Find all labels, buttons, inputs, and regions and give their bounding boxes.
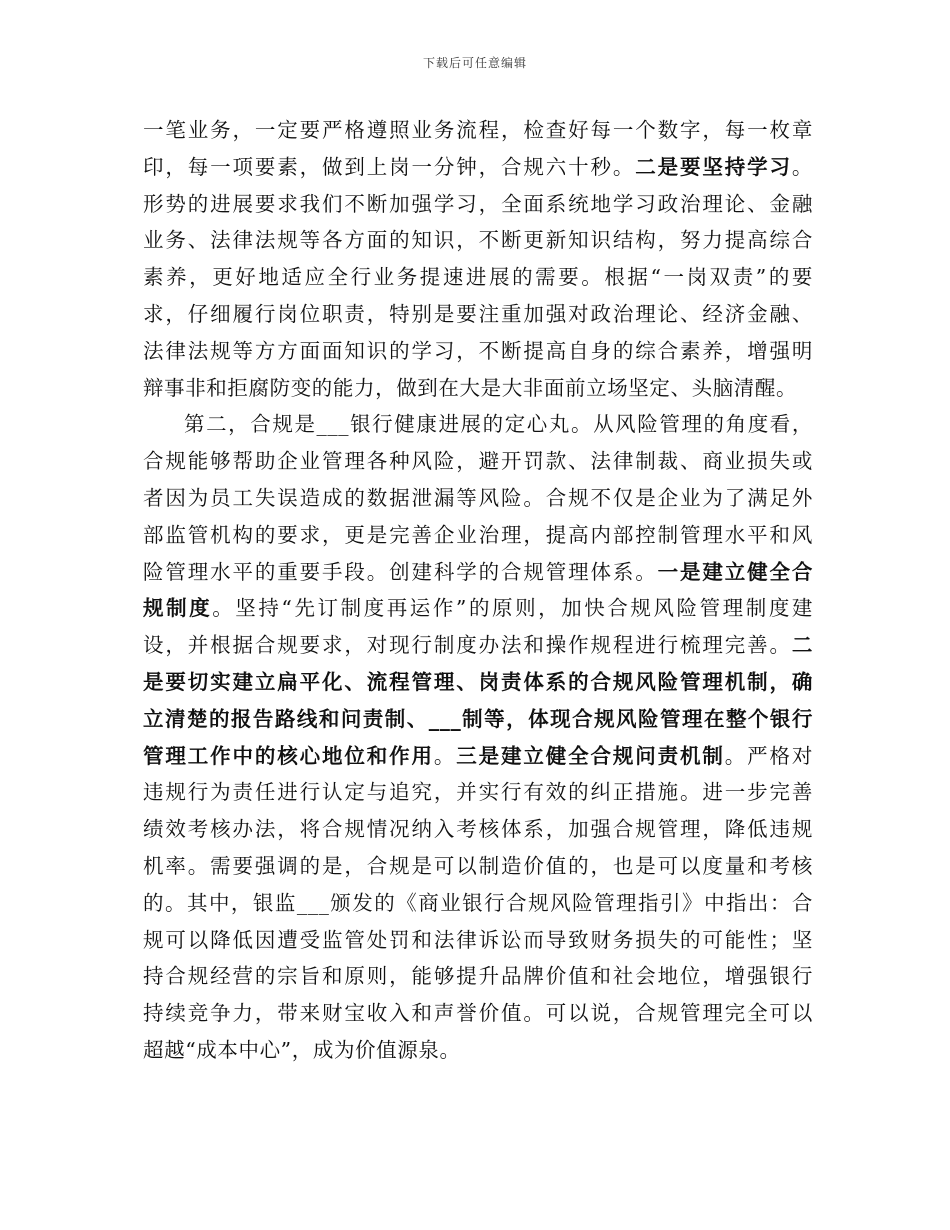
text-segment: 一笔业务，一定要严格遵照业务流程，检查好每一个数字，每一枚章 bbox=[143, 118, 813, 142]
text-segment: 设，并根据合规要求，对现行制度办法和操作规程进行梳理完善。 bbox=[143, 633, 792, 658]
text-line bbox=[143, 738, 813, 775]
text-segment: 印，每一项要素，做到上岗一分钟，合规六十秒。 bbox=[143, 154, 636, 179]
text-line bbox=[143, 701, 813, 738]
text-line bbox=[143, 370, 813, 407]
text-line bbox=[143, 296, 813, 333]
text-line bbox=[143, 1032, 813, 1069]
text-line bbox=[143, 259, 813, 296]
bold-text-segment: 立清楚的报告路线和问责制、___制等，体现合规风险管理在整个银行 bbox=[143, 706, 813, 731]
bold-text-segment: 规制度 bbox=[143, 596, 213, 621]
text-line bbox=[143, 112, 813, 149]
bold-text-segment: 三是建立健全合规问责机制 bbox=[456, 743, 725, 768]
text-line bbox=[143, 995, 813, 1032]
text-line bbox=[143, 406, 813, 443]
text-segment: 。 bbox=[433, 743, 457, 768]
text-line bbox=[143, 885, 813, 922]
text-line bbox=[143, 186, 813, 223]
text-line bbox=[143, 922, 813, 959]
text-segment: 。 bbox=[791, 154, 814, 179]
bold-text-segment: 二 bbox=[791, 633, 813, 658]
text-line bbox=[143, 333, 813, 370]
text-segment: 业务、法律法规等各方面的知识，不断更新知识结构，努力提高综合 bbox=[143, 228, 813, 253]
text-segment: 持合规经营的宗旨和原则，能够提升品牌价值和社会地位，增强银行 bbox=[143, 964, 813, 989]
text-line bbox=[143, 517, 813, 554]
page-header: 下载后可任意编辑 bbox=[422, 56, 527, 70]
text-segment: 第二，合规是___银行健康进展的定心丸。从风险管理的角度看， bbox=[184, 412, 813, 437]
text-segment: 。坚持“先订制度再运作”的原则，加快合规风险管理制度建 bbox=[212, 596, 813, 621]
text-line bbox=[143, 848, 813, 885]
text-segment: 。严格对 bbox=[724, 743, 813, 768]
text-line bbox=[143, 443, 813, 480]
text-line bbox=[143, 554, 813, 591]
text-line bbox=[143, 811, 813, 848]
text-segment: 部监管机构的要求，更是完善企业治理，提高内部控制管理水平和风 bbox=[143, 522, 813, 547]
text-segment: 违规行为责任进行认定与追究，并实行有效的纠正措施。进一步完善 bbox=[143, 780, 813, 805]
bold-text-segment: 是要切实建立扁平化、流程管理、岗责体系的合规风险管理机制，确 bbox=[143, 669, 813, 694]
text-line bbox=[143, 149, 813, 186]
text-segment: 法律法规等方方面面知识的学习，不断提高自身的综合素养，增强明 bbox=[143, 338, 813, 363]
text-line bbox=[143, 222, 813, 259]
text-line bbox=[143, 590, 813, 627]
text-line bbox=[143, 627, 813, 664]
bold-text-segment: 一是建立健全合 bbox=[657, 559, 813, 584]
text-segment: 超越“成本中心”，成为价值源泉。 bbox=[143, 1037, 461, 1062]
text-segment: 规可以降低因遭受监管处罚和法律诉讼而导致财务损失的可能性；坚 bbox=[143, 927, 813, 952]
text-segment: 素养，更好地适应全行业务提速进展的需要。根据“一岗双责”的要 bbox=[143, 265, 813, 290]
text-segment: 辩事非和拒腐防变的能力，做到在大是大非面前立场坚定、头脑清醒。 bbox=[143, 375, 798, 400]
bold-text-segment: 二是要坚持学习 bbox=[635, 154, 792, 179]
text-segment: 机率。需要强调的是，合规是可以制造价值的，也是可以度量和考核 bbox=[143, 853, 813, 878]
text-line bbox=[143, 480, 813, 517]
text-segment: 持续竞争力，带来财宝收入和声誉价值。可以说，合规管理完全可以 bbox=[143, 1001, 813, 1026]
text-line bbox=[143, 664, 813, 701]
text-line bbox=[143, 774, 813, 811]
text-segment: 形势的进展要求我们不断加强学习，全面系统地学习政治理论、金融 bbox=[143, 191, 813, 216]
text-segment: 合规能够帮助企业管理各种风险，避开罚款、法律制裁、商业损失或 bbox=[143, 449, 813, 474]
text-segment: 求，仔细履行岗位职责，特别是要注重加强对政治理论、经济金融、 bbox=[143, 301, 813, 326]
text-line bbox=[143, 958, 813, 995]
bold-text-segment: 管理工作中的核心地位和作用 bbox=[143, 743, 434, 768]
text-segment: 险管理水平的重要手段。创建科学的合规管理体系。 bbox=[143, 559, 658, 584]
text-segment: 的。其中，银监___颁发的《商业银行合规风险管理指引》中指出：合 bbox=[143, 890, 813, 915]
text-segment: 绩效考核办法，将合规情况纳入考核体系，加强合规管理，降低违规 bbox=[143, 817, 813, 842]
document-body bbox=[143, 112, 813, 1069]
text-segment: 者因为员工失误造成的数据泄漏等风险。合规不仅是企业为了满足外 bbox=[143, 485, 813, 510]
